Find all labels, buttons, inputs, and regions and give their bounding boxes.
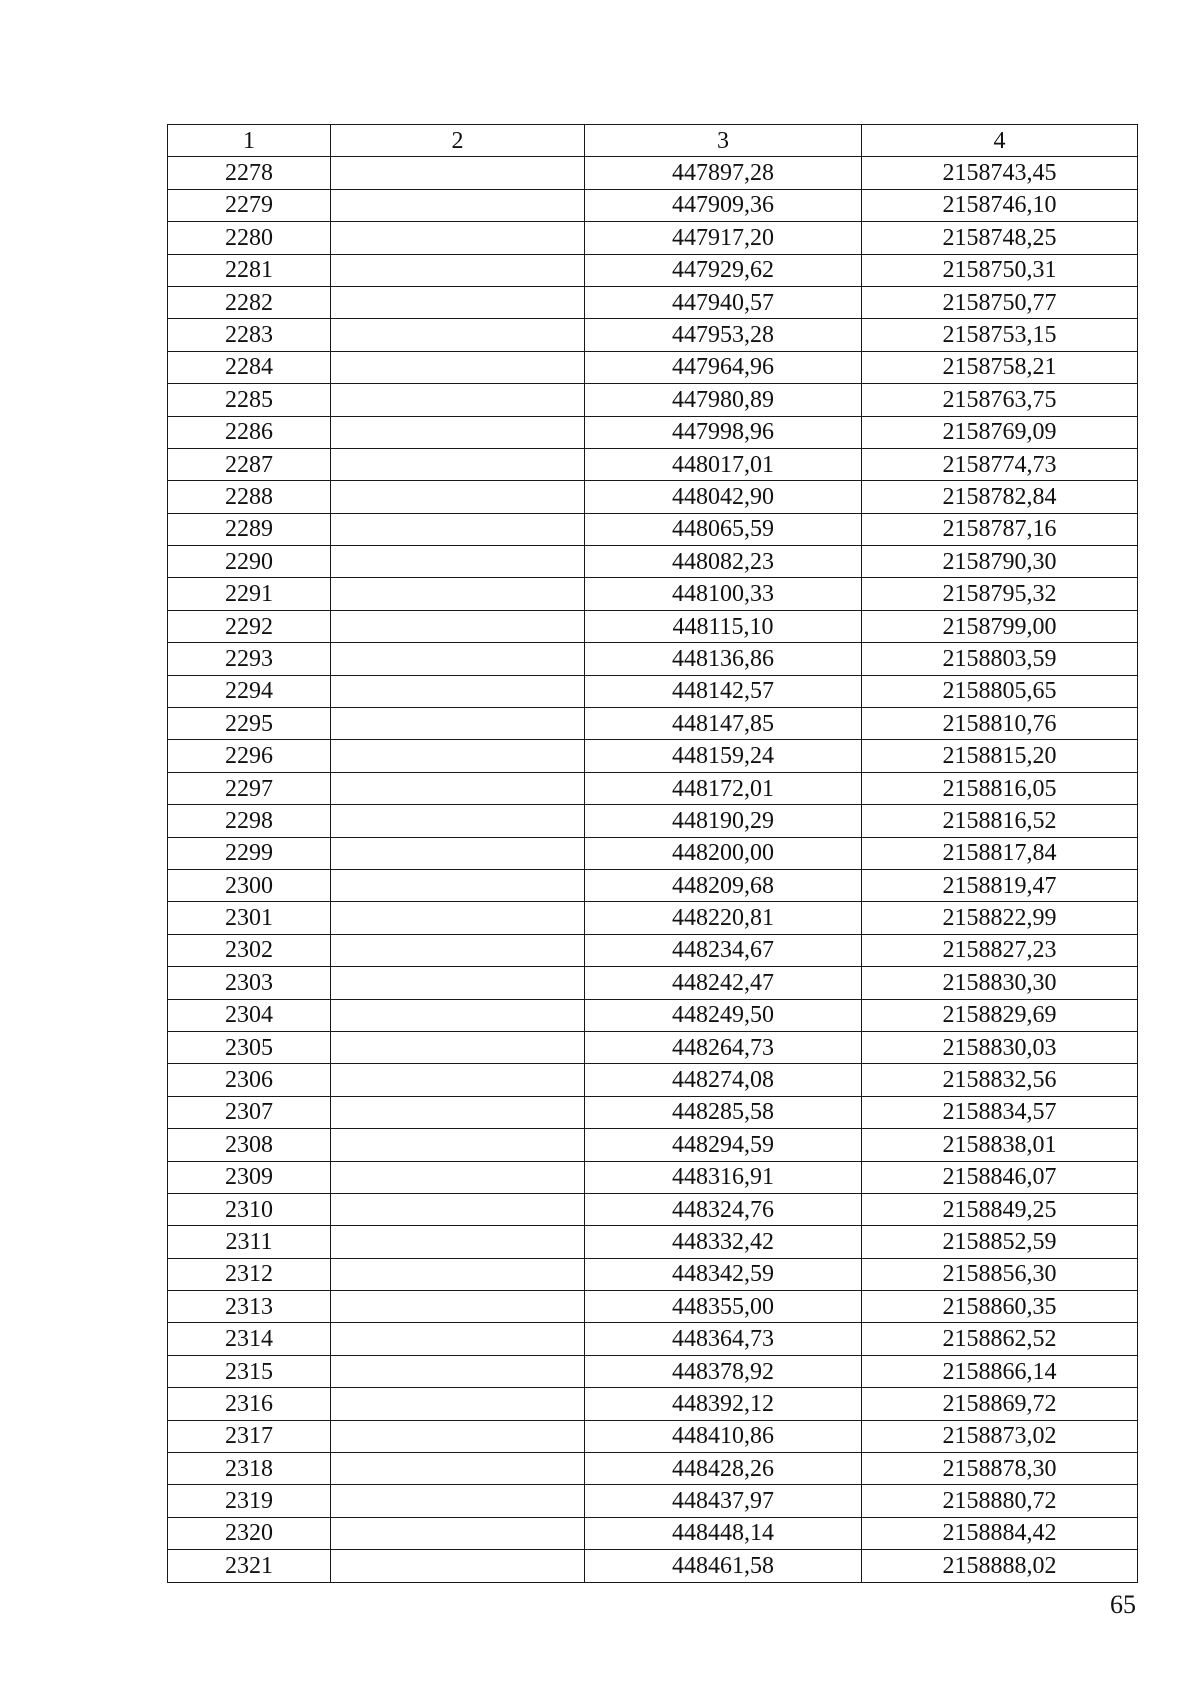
point-number-cell: 2303 — [168, 967, 331, 999]
y-coordinate-cell: 2158758,21 — [862, 351, 1138, 383]
table-row — [168, 675, 1138, 707]
y-coordinate-cell: 2158746,10 — [862, 189, 1138, 221]
x-coordinate-cell: 447917,20 — [585, 222, 862, 254]
table-row — [168, 967, 1138, 999]
table-row — [168, 319, 1138, 351]
point-number-cell: 2285 — [168, 384, 331, 416]
table-body — [168, 157, 1138, 1582]
empty-cell — [331, 1323, 585, 1355]
x-coordinate-cell: 448294,59 — [585, 1129, 862, 1161]
y-coordinate-cell: 2158834,57 — [862, 1096, 1138, 1128]
empty-cell — [331, 999, 585, 1031]
empty-cell — [331, 546, 585, 578]
point-number-cell: 2317 — [168, 1420, 331, 1452]
point-number-cell: 2313 — [168, 1291, 331, 1323]
point-number-cell: 2296 — [168, 740, 331, 772]
point-number-cell: 2320 — [168, 1517, 331, 1549]
empty-cell — [331, 254, 585, 286]
y-coordinate-cell: 2158819,47 — [862, 869, 1138, 901]
x-coordinate-cell: 448142,57 — [585, 675, 862, 707]
x-coordinate-cell: 447964,96 — [585, 351, 862, 383]
table-row — [168, 189, 1138, 221]
x-coordinate-cell: 448316,91 — [585, 1161, 862, 1193]
y-coordinate-cell: 2158803,59 — [862, 643, 1138, 675]
x-coordinate-cell: 448017,01 — [585, 448, 862, 480]
y-coordinate-cell: 2158769,09 — [862, 416, 1138, 448]
table-row — [168, 869, 1138, 901]
column-header-4: 4 — [862, 125, 1138, 157]
y-coordinate-cell: 2158832,56 — [862, 1064, 1138, 1096]
table-row — [168, 351, 1138, 383]
y-coordinate-cell: 2158873,02 — [862, 1420, 1138, 1452]
table-row — [168, 1453, 1138, 1485]
x-coordinate-cell: 448410,86 — [585, 1420, 862, 1452]
y-coordinate-cell: 2158849,25 — [862, 1193, 1138, 1225]
point-number-cell: 2312 — [168, 1258, 331, 1290]
x-coordinate-cell: 448220,81 — [585, 902, 862, 934]
x-coordinate-cell: 448249,50 — [585, 999, 862, 1031]
point-number-cell: 2302 — [168, 934, 331, 966]
empty-cell — [331, 902, 585, 934]
point-number-cell: 2284 — [168, 351, 331, 383]
coordinates-table — [167, 124, 1138, 1583]
point-number-cell: 2321 — [168, 1550, 331, 1582]
empty-cell — [331, 286, 585, 318]
y-coordinate-cell: 2158753,15 — [862, 319, 1138, 351]
x-coordinate-cell: 448200,00 — [585, 837, 862, 869]
table-row — [168, 902, 1138, 934]
point-number-cell: 2289 — [168, 513, 331, 545]
y-coordinate-cell: 2158750,77 — [862, 286, 1138, 318]
point-number-cell: 2298 — [168, 805, 331, 837]
empty-cell — [331, 1485, 585, 1517]
x-coordinate-cell: 447897,28 — [585, 157, 862, 189]
empty-cell — [331, 1258, 585, 1290]
empty-cell — [331, 351, 585, 383]
table-row — [168, 1485, 1138, 1517]
x-coordinate-cell: 447998,96 — [585, 416, 862, 448]
empty-cell — [331, 384, 585, 416]
x-coordinate-cell: 448324,76 — [585, 1193, 862, 1225]
x-coordinate-cell: 447929,62 — [585, 254, 862, 286]
empty-cell — [331, 1064, 585, 1096]
empty-cell — [331, 1355, 585, 1387]
table-row — [168, 222, 1138, 254]
y-coordinate-cell: 2158810,76 — [862, 708, 1138, 740]
point-number-cell: 2315 — [168, 1355, 331, 1387]
x-coordinate-cell: 448448,14 — [585, 1517, 862, 1549]
y-coordinate-cell: 2158827,23 — [862, 934, 1138, 966]
empty-cell — [331, 837, 585, 869]
table-row — [168, 1193, 1138, 1225]
table-row — [168, 1226, 1138, 1258]
table-row — [168, 740, 1138, 772]
table-row — [168, 643, 1138, 675]
table-row — [168, 416, 1138, 448]
y-coordinate-cell: 2158750,31 — [862, 254, 1138, 286]
empty-cell — [331, 319, 585, 351]
y-coordinate-cell: 2158774,73 — [862, 448, 1138, 480]
y-coordinate-cell: 2158799,00 — [862, 610, 1138, 642]
table-row — [168, 708, 1138, 740]
empty-cell — [331, 416, 585, 448]
x-coordinate-cell: 447909,36 — [585, 189, 862, 221]
empty-cell — [331, 1096, 585, 1128]
x-coordinate-cell: 448332,42 — [585, 1226, 862, 1258]
empty-cell — [331, 1161, 585, 1193]
point-number-cell: 2293 — [168, 643, 331, 675]
x-coordinate-cell: 448242,47 — [585, 967, 862, 999]
point-number-cell: 2306 — [168, 1064, 331, 1096]
table-row — [168, 513, 1138, 545]
x-coordinate-cell: 448115,10 — [585, 610, 862, 642]
empty-cell — [331, 740, 585, 772]
table-row — [168, 1388, 1138, 1420]
x-coordinate-cell: 447940,57 — [585, 286, 862, 318]
table-row — [168, 1129, 1138, 1161]
point-number-cell: 2314 — [168, 1323, 331, 1355]
x-coordinate-cell: 448342,59 — [585, 1258, 862, 1290]
x-coordinate-cell: 448437,97 — [585, 1485, 862, 1517]
empty-cell — [331, 805, 585, 837]
empty-cell — [331, 157, 585, 189]
point-number-cell: 2318 — [168, 1453, 331, 1485]
table-row — [168, 384, 1138, 416]
y-coordinate-cell: 2158815,20 — [862, 740, 1138, 772]
x-coordinate-cell: 448364,73 — [585, 1323, 862, 1355]
x-coordinate-cell: 448378,92 — [585, 1355, 862, 1387]
y-coordinate-cell: 2158829,69 — [862, 999, 1138, 1031]
empty-cell — [331, 1517, 585, 1549]
empty-cell — [331, 1420, 585, 1452]
table-row — [168, 934, 1138, 966]
table-row — [168, 1355, 1138, 1387]
table-row — [168, 837, 1138, 869]
point-number-cell: 2291 — [168, 578, 331, 610]
empty-cell — [331, 1193, 585, 1225]
empty-cell — [331, 772, 585, 804]
point-number-cell: 2305 — [168, 1031, 331, 1063]
y-coordinate-cell: 2158795,32 — [862, 578, 1138, 610]
point-number-cell: 2280 — [168, 222, 331, 254]
empty-cell — [331, 448, 585, 480]
table-row — [168, 1323, 1138, 1355]
x-coordinate-cell: 448147,85 — [585, 708, 862, 740]
y-coordinate-cell: 2158790,30 — [862, 546, 1138, 578]
y-coordinate-cell: 2158816,52 — [862, 805, 1138, 837]
y-coordinate-cell: 2158880,72 — [862, 1485, 1138, 1517]
point-number-cell: 2294 — [168, 675, 331, 707]
y-coordinate-cell: 2158878,30 — [862, 1453, 1138, 1485]
table-row — [168, 448, 1138, 480]
y-coordinate-cell: 2158830,30 — [862, 967, 1138, 999]
empty-cell — [331, 513, 585, 545]
point-number-cell: 2286 — [168, 416, 331, 448]
page-number: 65 — [1110, 1590, 1136, 1619]
y-coordinate-cell: 2158805,65 — [862, 675, 1138, 707]
point-number-cell: 2308 — [168, 1129, 331, 1161]
x-coordinate-cell: 448082,23 — [585, 546, 862, 578]
table-row — [168, 805, 1138, 837]
point-number-cell: 2288 — [168, 481, 331, 513]
y-coordinate-cell: 2158884,42 — [862, 1517, 1138, 1549]
point-number-cell: 2292 — [168, 610, 331, 642]
point-number-cell: 2282 — [168, 286, 331, 318]
empty-cell — [331, 1453, 585, 1485]
table-row — [168, 1031, 1138, 1063]
empty-cell — [331, 610, 585, 642]
y-coordinate-cell: 2158830,03 — [862, 1031, 1138, 1063]
column-header-2: 2 — [331, 125, 585, 157]
x-coordinate-cell: 448234,67 — [585, 934, 862, 966]
table-row — [168, 481, 1138, 513]
x-coordinate-cell: 448172,01 — [585, 772, 862, 804]
table-row — [168, 999, 1138, 1031]
empty-cell — [331, 967, 585, 999]
x-coordinate-cell: 448100,33 — [585, 578, 862, 610]
y-coordinate-cell: 2158869,72 — [862, 1388, 1138, 1420]
x-coordinate-cell: 448159,24 — [585, 740, 862, 772]
x-coordinate-cell: 448285,58 — [585, 1096, 862, 1128]
empty-cell — [331, 578, 585, 610]
x-coordinate-cell: 447953,28 — [585, 319, 862, 351]
empty-cell — [331, 1550, 585, 1582]
y-coordinate-cell: 2158866,14 — [862, 1355, 1138, 1387]
table-row — [168, 610, 1138, 642]
point-number-cell: 2310 — [168, 1193, 331, 1225]
table-row — [168, 286, 1138, 318]
empty-cell — [331, 1388, 585, 1420]
y-coordinate-cell: 2158856,30 — [862, 1258, 1138, 1290]
column-header-1: 1 — [168, 125, 331, 157]
y-coordinate-cell: 2158816,05 — [862, 772, 1138, 804]
x-coordinate-cell: 448042,90 — [585, 481, 862, 513]
point-number-cell: 2319 — [168, 1485, 331, 1517]
point-number-cell: 2297 — [168, 772, 331, 804]
point-number-cell: 2279 — [168, 189, 331, 221]
y-coordinate-cell: 2158822,99 — [862, 902, 1138, 934]
table-row — [168, 772, 1138, 804]
y-coordinate-cell: 2158743,45 — [862, 157, 1138, 189]
empty-cell — [331, 1129, 585, 1161]
empty-cell — [331, 1031, 585, 1063]
x-coordinate-cell: 448392,12 — [585, 1388, 862, 1420]
empty-cell — [331, 675, 585, 707]
y-coordinate-cell: 2158860,35 — [862, 1291, 1138, 1323]
table-row — [168, 1517, 1138, 1549]
point-number-cell: 2311 — [168, 1226, 331, 1258]
y-coordinate-cell: 2158817,84 — [862, 837, 1138, 869]
table-row — [168, 254, 1138, 286]
empty-cell — [331, 1291, 585, 1323]
table-row — [168, 1550, 1138, 1582]
table-row — [168, 1064, 1138, 1096]
empty-cell — [331, 708, 585, 740]
x-coordinate-cell: 448428,26 — [585, 1453, 862, 1485]
table-row — [168, 546, 1138, 578]
y-coordinate-cell: 2158838,01 — [862, 1129, 1138, 1161]
table-row — [168, 157, 1138, 189]
x-coordinate-cell: 448264,73 — [585, 1031, 862, 1063]
y-coordinate-cell: 2158763,75 — [862, 384, 1138, 416]
x-coordinate-cell: 448065,59 — [585, 513, 862, 545]
point-number-cell: 2283 — [168, 319, 331, 351]
x-coordinate-cell: 448355,00 — [585, 1291, 862, 1323]
x-coordinate-cell: 448209,68 — [585, 869, 862, 901]
column-header-3: 3 — [585, 125, 862, 157]
y-coordinate-cell: 2158787,16 — [862, 513, 1138, 545]
point-number-cell: 2309 — [168, 1161, 331, 1193]
point-number-cell: 2301 — [168, 902, 331, 934]
point-number-cell: 2290 — [168, 546, 331, 578]
y-coordinate-cell: 2158782,84 — [862, 481, 1138, 513]
table-row — [168, 578, 1138, 610]
table-row — [168, 1258, 1138, 1290]
empty-cell — [331, 869, 585, 901]
point-number-cell: 2304 — [168, 999, 331, 1031]
table-header-row — [168, 125, 1138, 157]
table-row — [168, 1291, 1138, 1323]
point-number-cell: 2281 — [168, 254, 331, 286]
x-coordinate-cell: 448136,86 — [585, 643, 862, 675]
table-row — [168, 1096, 1138, 1128]
y-coordinate-cell: 2158888,02 — [862, 1550, 1138, 1582]
empty-cell — [331, 1226, 585, 1258]
y-coordinate-cell: 2158862,52 — [862, 1323, 1138, 1355]
x-coordinate-cell: 448274,08 — [585, 1064, 862, 1096]
x-coordinate-cell: 447980,89 — [585, 384, 862, 416]
table-row — [168, 1161, 1138, 1193]
point-number-cell: 2278 — [168, 157, 331, 189]
table-row — [168, 1420, 1138, 1452]
empty-cell — [331, 222, 585, 254]
empty-cell — [331, 189, 585, 221]
point-number-cell: 2287 — [168, 448, 331, 480]
point-number-cell: 2300 — [168, 869, 331, 901]
x-coordinate-cell: 448461,58 — [585, 1550, 862, 1582]
empty-cell — [331, 481, 585, 513]
point-number-cell: 2295 — [168, 708, 331, 740]
y-coordinate-cell: 2158852,59 — [862, 1226, 1138, 1258]
x-coordinate-cell: 448190,29 — [585, 805, 862, 837]
point-number-cell: 2316 — [168, 1388, 331, 1420]
point-number-cell: 2299 — [168, 837, 331, 869]
empty-cell — [331, 934, 585, 966]
y-coordinate-cell: 2158846,07 — [862, 1161, 1138, 1193]
point-number-cell: 2307 — [168, 1096, 331, 1128]
empty-cell — [331, 643, 585, 675]
y-coordinate-cell: 2158748,25 — [862, 222, 1138, 254]
